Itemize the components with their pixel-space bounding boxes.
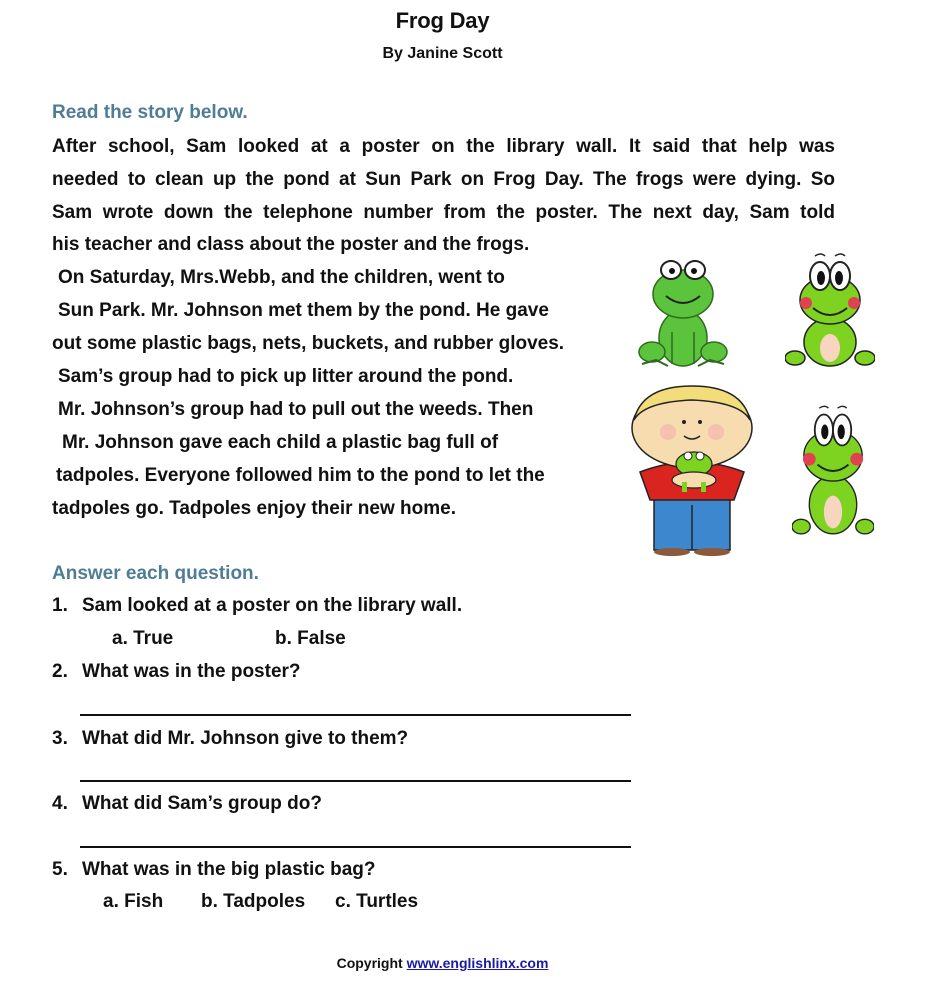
story-line: tadpoles. Everyone followed him to the pond to let the (56, 465, 545, 486)
story-line: his teacher and class about the poster and the frogs. (52, 234, 530, 255)
story-line: Mr. Johnson’s group had to pull out the weeds. Then (58, 399, 534, 420)
question-text: Sam looked at a poster on the library wall. (82, 595, 463, 616)
author-byline: By Janine Scott (382, 45, 503, 62)
question-5 (52, 859, 375, 881)
website-link[interactable]: www.englishlinx.com (406, 955, 549, 971)
option-true[interactable]: a. True (112, 628, 174, 649)
question-text: What did Sam’s group do? (82, 793, 322, 814)
smiling-frog-icon (785, 250, 875, 370)
answer-line-3[interactable] (80, 780, 631, 782)
boy-holding-frog-icon (622, 380, 762, 558)
question-3 (52, 728, 408, 750)
option-turtles[interactable]: c. Turtles (335, 891, 419, 912)
questions-heading: Answer each question. (52, 563, 259, 584)
story-line: tadpoles go. Tadpoles enjoy their new home. (52, 498, 456, 519)
question-number: 1. (52, 595, 68, 616)
option-false[interactable]: b. False (275, 628, 346, 649)
option-tadpoles[interactable]: b. Tadpoles (201, 891, 306, 912)
answer-line-4[interactable] (80, 846, 631, 848)
story-line: After school, Sam looked at a poster on the library wall. It said that help was (52, 136, 835, 157)
copyright-footer (0, 955, 885, 971)
option-fish[interactable]: a. Fish (103, 891, 164, 912)
story-heading: Read the story below. (52, 102, 248, 123)
question-number: 3. (52, 728, 68, 749)
question-number: 4. (52, 793, 68, 814)
answer-line-2[interactable] (80, 714, 631, 716)
story-line: Sam’s group had to pick up litter around the pond. (58, 366, 514, 387)
story-line: Sun Park. Mr. Johnson met them by the pond. He gave (58, 300, 549, 321)
question-number: 5. (52, 859, 68, 880)
story-line: needed to clean up the pond at Sun Park on Frog Day. The frogs were dying. So (52, 169, 835, 190)
story-line: On Saturday, Mrs.Webb, and the children, went to (58, 267, 505, 288)
question-1 (52, 595, 462, 617)
question-text: What was in the big plastic bag? (82, 859, 376, 880)
question-number: 2. (52, 661, 68, 682)
green-frog-icon (638, 252, 728, 372)
copyright-label: Copyright (336, 955, 403, 971)
smiling-frog-icon (792, 400, 874, 542)
story-line: out some plastic bags, nets, buckets, and rubber gloves. (52, 333, 565, 354)
story-line: Sam wrote down the telephone number from the poster. The next day, Sam told (52, 202, 835, 223)
question-text: What was in the poster? (82, 661, 301, 682)
worksheet-title: Frog Day (395, 8, 490, 33)
question-2 (52, 661, 301, 683)
question-text: What did Mr. Johnson give to them? (82, 728, 409, 749)
question-4 (52, 793, 322, 815)
story-line: Mr. Johnson gave each child a plastic bag full of (62, 432, 499, 453)
